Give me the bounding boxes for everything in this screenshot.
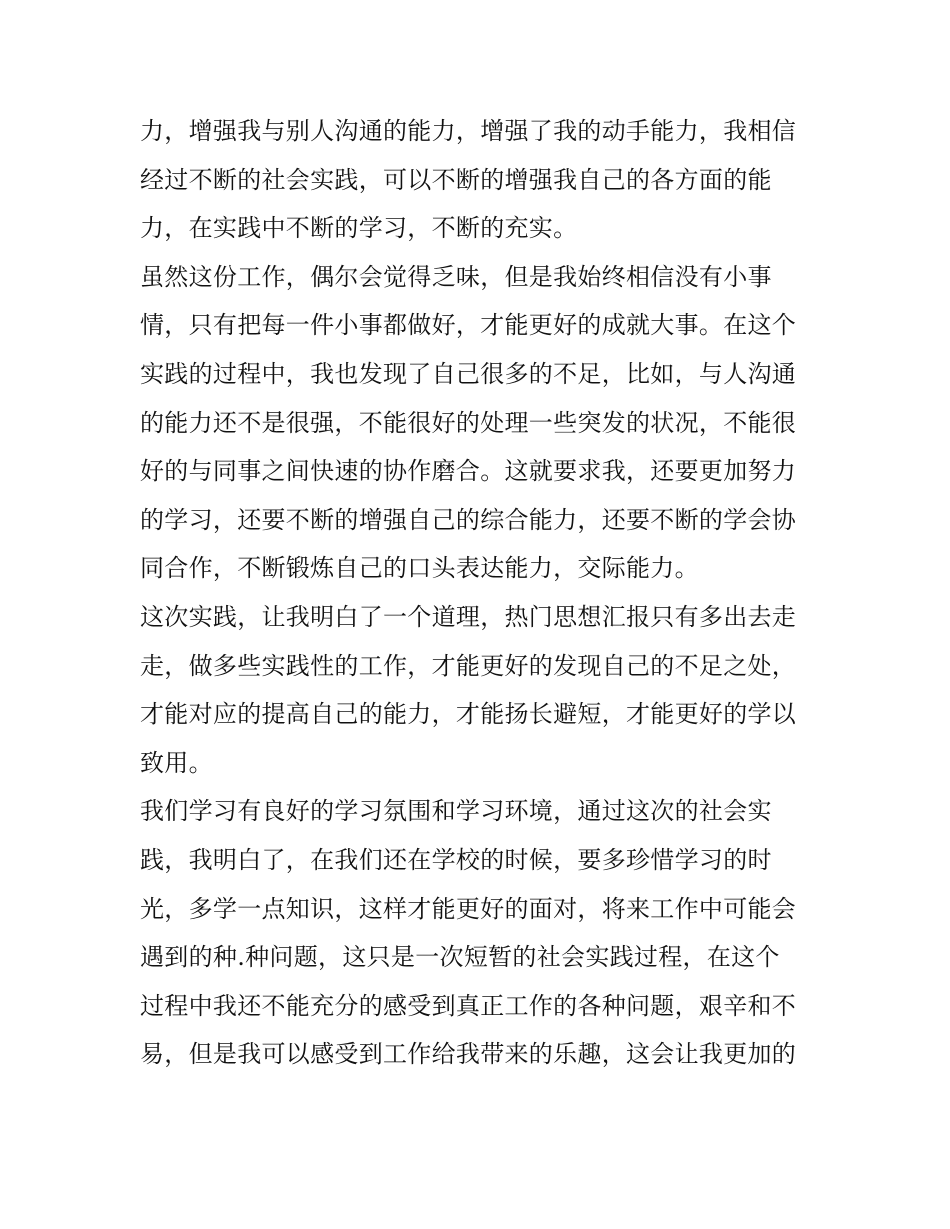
- text-line: 光，多学一点知识，这样才能更好的面对，将来工作中可能会: [140, 894, 797, 923]
- text-line: 实践的过程中，我也发现了自己很多的不足，比如，与人沟通: [140, 359, 797, 388]
- text-line: 才能对应的提高自己的能力，才能扬长避短，才能更好的学以: [140, 700, 797, 729]
- text-line: 走，做多些实践性的工作，才能更好的发现自己的不足之处，: [140, 651, 797, 680]
- text-line: 致用。: [140, 748, 213, 777]
- text-line: 力，增强我与别人沟通的能力，增强了我的动手能力，我相信: [140, 117, 797, 145]
- text-line: 遇到的种.种问题，这只是一次短暂的社会实践过程，在这个: [140, 943, 780, 972]
- text-line: 情，只有把每一件小事都做好，才能更好的成就大事。在这个: [140, 311, 797, 340]
- text-line: 过程中我还不能充分的感受到真正工作的各种问题，艰辛和不: [140, 991, 797, 1020]
- text-line: 好的与同事之间快速的协作磨合。这就要求我，还要更加努力: [140, 457, 797, 486]
- text-line: 易，但是我可以感受到工作给我带来的乐趣，这会让我更加的: [140, 1040, 797, 1069]
- body-text: [140, 107, 820, 1079]
- text-line: 的学习，还要不断的增强自己的综合能力，还要不断的学会协: [140, 505, 797, 534]
- text-line: 同合作，不断锻炼自己的口头表达能力，交际能力。: [140, 554, 699, 583]
- text-line: 虽然这份工作，偶尔会觉得乏味，但是我始终相信没有小事: [140, 262, 772, 291]
- text-line: 这次实践，让我明白了一个道理，热门思想汇报只有多出去走: [140, 602, 797, 631]
- text-line: 我们学习有良好的学习氛围和学习环境，通过这次的社会实: [140, 797, 772, 826]
- text-line: 的能力还不是很强，不能很好的处理一些突发的状况，不能很: [140, 408, 797, 437]
- text-line: 力，在实践中不断的学习，不断的充实。: [140, 214, 578, 243]
- text-line: 经过不断的社会实践，可以不断的增强我自己的各方面的能: [140, 165, 772, 194]
- text-line: 践，我明白了，在我们还在学校的时候，要多珍惜学习的时: [140, 845, 772, 874]
